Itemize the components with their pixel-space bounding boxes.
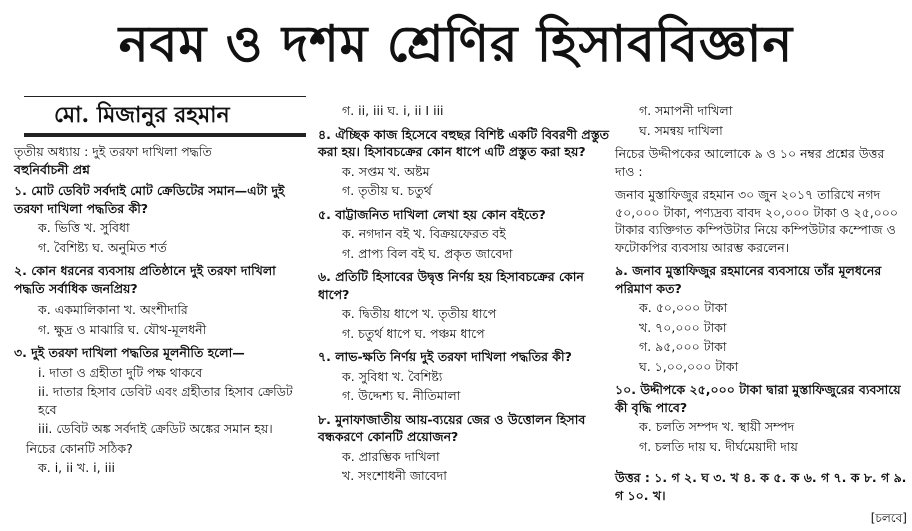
question-5-options-a: ক. নগদান বই খ. বিক্রয়ফেরত বই (342, 226, 506, 241)
question-6-options-a: ক. দ্বিতীয় ধাপে খ. তৃতীয় ধাপে (342, 306, 497, 321)
question-1-options-b: গ. বৈশিষ্ট্য ঘ. অনুমিত শর্ত (38, 239, 167, 255)
question-2: ২. কোন ধরনের ব্যবসায় প্রতিষ্ঠানে দুই তরফা দাখিলা পদ্ধতি সর্বাধিক জনপ্রিয়? (14, 263, 276, 296)
question-9-option-a: ক. ৫০,০০০ টাকা (639, 300, 728, 315)
author-name: মো. মিজানুর রহমান (54, 102, 230, 128)
question-9-option-c: গ. ৯৫,০০০ টাকা (639, 339, 727, 354)
question-3-which-prompt: নিচের কোনটি সঠিক? (26, 440, 133, 456)
column-3 (615, 100, 907, 528)
question-9-option-b: খ. ৭০,০০০ টাকা (639, 319, 727, 335)
author-rule-bottom (24, 133, 306, 137)
question-2-options-b: গ. ক্ষুদ্র ও মাঝারি ঘ. যৌথ-মূলধনী (38, 321, 207, 337)
question-1-options-a: ক. ভিত্তি খ. সুবিধা (38, 220, 130, 235)
column-1 (14, 96, 306, 477)
mcq-heading: বহুনির্বাচনী প্রশ্ন (14, 161, 90, 177)
question-3-options-a: ক. i, ii খ. i, iii (38, 460, 116, 475)
question-5: ৫. বাট্টাজনিত দাখিলা লেখা হয় কোন বইতে? (318, 206, 546, 222)
question-7-options-a: ক. সুবিধা খ. বৈশিষ্ট্য (342, 368, 443, 384)
question-3-statement-3: iii. ডেবিট অঙ্ক সর্বদাই ক্রেডিট অঙ্কের সমান হয়। (38, 421, 273, 436)
question-6: ৬. প্রতিটি হিসাবের উদ্বৃত্ত নির্ণয় হয় হিসাবচক্রের কোন ধাপে? (318, 269, 584, 302)
question-4-options-b: গ. তৃতীয় ঘ. চতুর্থ (342, 183, 432, 198)
column-2 (318, 100, 614, 485)
question-9-option-d: ঘ. ১,০০,০০০ টাকা (639, 358, 739, 374)
stimulus-text: জনাব মুস্তাফিজুর রহমান ৩০ জুন ২০১৭ তারিখে নগদ ৫০,০০০ টাকা, পণ্যদ্রব্য বাবদ ২০,০০০ টাকা ও ২৫,০০০ টাকার ব্যক্তিগত কম্পিউটার নিয়ে কম্পিউটার কম্পোজ ও ফটোকপির ব্যবসায় আরম্ভ করলেন। (615, 187, 899, 255)
page-title: নবম ও দশম শ্রেণির হিসাববিজ্ঞান (118, 14, 794, 73)
question-9: ৯. জনাব মুস্তাফিজুর রহমানের ব্যবসায়ে তাঁর মূলধনের পরিমাণ কত? (615, 263, 882, 296)
question-4: ৪. ঐচ্ছিক কাজ হিসেবে বহুছর বিশিষ্ট একটি বিবরণী প্রস্তুত করা হয়। হিসাবচক্রের কোন ধাপে এটি প্রস্তুত করা হয়? (318, 126, 610, 159)
question-8-option-c: গ. সমাপনী দাখিলা (639, 103, 733, 118)
question-8-option-d: ঘ. সমন্বয় দাখিলা (639, 122, 723, 138)
question-7: ৭. লাভ-ক্ষতি নির্ণয় দুই তরফা দাখিলা পদ্ধতির কী? (318, 349, 572, 364)
continued-label: [চলবে] (870, 511, 907, 525)
question-2-options-a: ক. একমালিকানা খ. অংশীদারি (38, 302, 188, 317)
question-4-options-a: ক. সপ্তম খ. অষ্টম (342, 163, 430, 179)
question-10: ১০. উদ্দীপকে ২৫,০০০ টাকা দ্বারা মুস্তাফিজুরের ব্যবসায়ে কী বৃদ্ধি পাবে? (615, 382, 901, 415)
question-1: ১. মোট ডেবিট সর্বদাই মোট ক্রেডিটের সমান—এটা দুই তরফা দাখিলা পদ্ধতির কী? (14, 183, 285, 216)
question-3-statement-1: i. দাতা ও গ্রহীতা দুটি পক্ষ থাকবে (38, 364, 203, 380)
answer-key: উত্তর : ১. গ ২. ঘ ৩. খ ৪. ক ৫. ক ৬. গ ৭. ক ৮. গ ৯. গ ১০. খ। (615, 470, 907, 503)
question-8-option-a: ক. প্রারম্ভিক দাখিলা (342, 448, 440, 464)
question-10-options-a: ক. চলতি সম্পদ খ. স্থায়ী সম্পদ (639, 419, 795, 434)
question-5-options-b: গ. প্রাপ্য বিল বই ঘ. প্রকৃত জাবেদা (342, 245, 513, 261)
question-7-options-b: গ. উদ্দেশ্য ঘ. নীতিমালা (342, 388, 461, 403)
question-10-options-b: গ. চলতি দায় ঘ. দীর্ঘমেয়াদী দায় (639, 438, 798, 454)
stimulus-intro: নিচের উদ্দীপকের আলোকে ৯ ও ১০ নম্বর প্রশ্নের উত্তর দাও : (615, 146, 885, 179)
question-3-statement-2: ii. দাতার হিসাব ডেবিট এবং গ্রহীতার হিসাব ক্রেডিট হবে (38, 384, 293, 417)
chapter-heading: তৃতীয় অধ্যায় : দুই তরফা দাখিলা পদ্ধতি (14, 144, 212, 159)
question-3: ৩. দুই তরফা দাখিলা পদ্ধতির মূলনীতি হলো— (14, 345, 245, 360)
question-8-option-b: খ. সংশোধনী জাবেদা (342, 468, 447, 483)
question-3-options-b: গ. ii, iii ঘ. i, ii I iii (342, 103, 444, 118)
question-6-options-b: গ. চতুর্থ ধাপে ঘ. পঞ্চম ধাপে (342, 325, 485, 341)
question-8: ৮. মুনাফাজাতীয় আয়-ব্যয়ের জের ও উত্তোলন হিসাব বন্ধকরণে কোনটি প্রয়োজন? (318, 411, 586, 444)
